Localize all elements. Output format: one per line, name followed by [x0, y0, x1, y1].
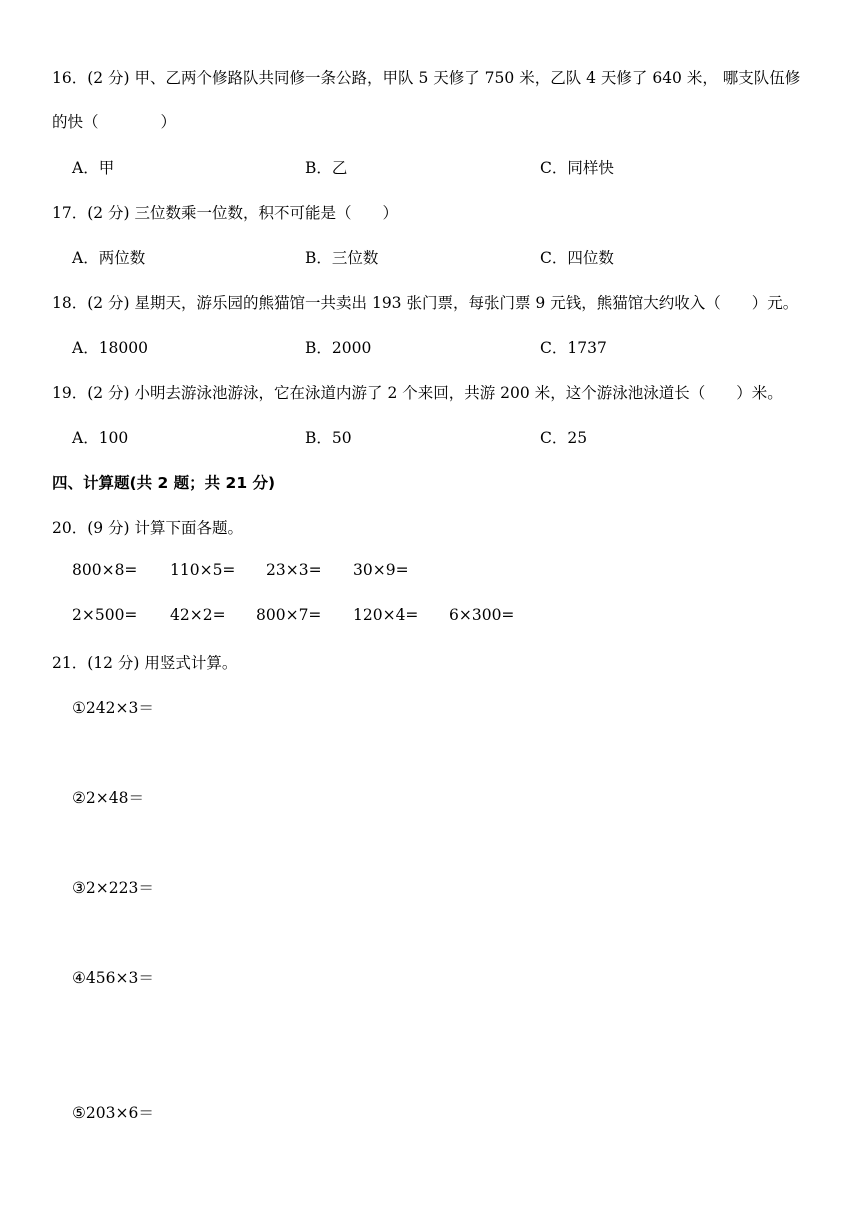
vertical-calc-item: ③2×223＝	[72, 879, 154, 897]
calc-item: 30×9=	[353, 561, 409, 579]
question-17-option-a: A．两位数	[72, 249, 146, 267]
vertical-calc-item: ②2×48＝	[72, 789, 144, 807]
vertical-calc-item: ⑤203×6＝	[72, 1104, 154, 1122]
question-18-option-c: C．1737	[540, 339, 607, 357]
question-19-option-a: A．100	[72, 429, 129, 447]
question-16-option-a: A．甲	[72, 159, 115, 177]
question-18-option-a: A．18000	[72, 339, 149, 357]
question-17-option-c: C．四位数	[540, 249, 614, 267]
calc-item: 6×300=	[449, 606, 515, 624]
calc-item: 2×500=	[72, 606, 138, 624]
vertical-calc-item: ①242×3＝	[72, 699, 154, 717]
question-18-text: 18．(2 分) 星期天，游乐园的熊猫馆一共卖出 193 张门票，每张门票 9 元钱，熊猫馆大约收入（ ）元。	[52, 294, 799, 312]
question-16-text: 16．(2 分) 甲、乙两个修路队共同修一条公路，甲队 5 天修了 750 米，乙队 4 天修了 640 米， 哪支队伍修	[52, 69, 801, 87]
calc-item: 42×2=	[170, 606, 226, 624]
calc-item: 110×5=	[170, 561, 236, 579]
question-21-title: 21．(12 分) 用竖式计算。	[52, 654, 238, 672]
calc-item: 800×8=	[72, 561, 138, 579]
calc-item: 800×7=	[256, 606, 322, 624]
question-17-text: 17．(2 分) 三位数乘一位数，积不可能是（ ）	[52, 204, 399, 222]
question-20-title: 20．(9 分) 计算下面各题。	[52, 519, 244, 537]
section-heading: 四、计算题(共 2 题；共 21 分)	[52, 474, 276, 492]
calc-item: 23×3=	[266, 561, 322, 579]
vertical-calc-item: ④456×3＝	[72, 969, 154, 987]
question-16-text-cont: 的快（ ）	[52, 113, 177, 131]
question-16-option-b: B．乙	[305, 159, 348, 177]
calc-item: 120×4=	[353, 606, 419, 624]
question-17-option-b: B．三位数	[305, 249, 379, 267]
question-19-option-b: B．50	[305, 429, 352, 447]
question-19-text: 19．(2 分) 小明去游泳池游泳，它在泳道内游了 2 个来回，共游 200 米，这个游泳池泳道长（ ）米。	[52, 384, 783, 402]
question-16-option-c: C．同样快	[540, 159, 614, 177]
question-19-option-c: C．25	[540, 429, 588, 447]
question-18-option-b: B．2000	[305, 339, 372, 357]
